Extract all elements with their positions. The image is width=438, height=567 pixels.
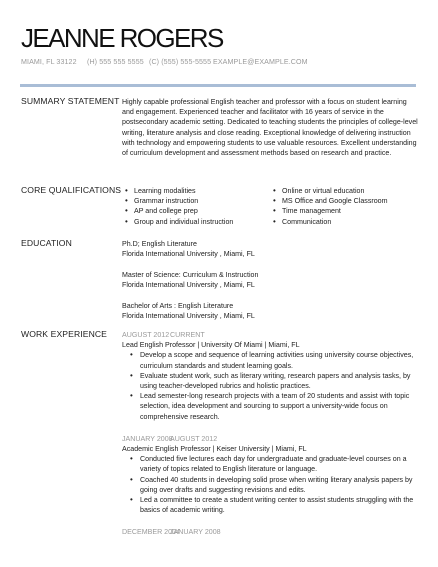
qualifications-column-1 [122, 186, 270, 227]
contact-city: MIAMI, FL 33122 [21, 58, 77, 66]
list-item: • Evaluate student work, such as literary writing, research papers and analysis tasks, by using teacher-developed rubrics and holistic practices. [122, 371, 418, 391]
list-item: • Communication [270, 217, 418, 227]
list-item: • Lead semester-long research projects with a team of 20 students and assist with topic selection, idea development and sourcing to support a university-wide focus on comprehensive research. [122, 391, 418, 422]
education-list [122, 239, 418, 331]
job-bullets [122, 350, 418, 421]
school: Florida International University , Miami, FL [122, 311, 255, 320]
education-item [122, 270, 418, 290]
job-dates [122, 330, 418, 340]
job-end-date: AUGUST 2012 [170, 434, 218, 443]
list-item: • Group and individual instruction [122, 217, 270, 227]
education-item [122, 239, 418, 259]
degree: Ph.D; English Literature [122, 240, 197, 248]
education-heading: EDUCATION [21, 238, 72, 248]
work-list [122, 330, 418, 550]
qualifications-heading: CORE QUALIFICATIONS [21, 185, 122, 195]
work-heading: WORK EXPERIENCE [21, 329, 108, 339]
job-entry [122, 527, 418, 537]
list-item: • Coached 40 students in developing solid prose when writing literary analysis papers by going over drafts and suggesting revisions and edits. [122, 475, 418, 495]
job-start-date: JANUARY 2008 [122, 434, 173, 443]
job-end-date: JANUARY 2008 [170, 528, 221, 537]
degree: Bachelor of Arts : English Literature [122, 301, 234, 310]
school: Florida International University , Miami, FL [122, 250, 255, 259]
job-start-date: DECEMBER 2004 [122, 528, 180, 537]
job-end-date: CURRENT [170, 331, 205, 339]
job-dates [122, 527, 418, 537]
degree: Master of Science: Curriculum & Instruction [122, 270, 259, 279]
contact-cell-phone: (C) (555) 555-5555 [149, 58, 212, 66]
contact-home-phone: (H) 555 555 5555 [87, 58, 144, 66]
job-title: Academic English Professor | Keiser University | Miami, FL [122, 444, 307, 453]
list-item: • Develop a scope and sequence of learning activities using university course objectives, curriculum standards and student learning goals. [122, 350, 418, 370]
qualifications-column-2 [270, 186, 418, 227]
education-item [122, 301, 418, 321]
qualifications-list [122, 186, 418, 227]
resume-name: JEANNE ROGERS [21, 23, 223, 53]
job-bullets [122, 454, 418, 515]
summary-heading: SUMMARY STATEMENT [21, 96, 120, 106]
list-item: • Online or virtual education [270, 186, 418, 196]
list-item: • Led a committee to create a student writing center to assist students struggling with the basics of academic writing. [122, 495, 418, 515]
school: Florida International University , Miami, FL [122, 280, 255, 289]
job-title: Lead English Professor | University Of Miami | Miami, FL [122, 341, 300, 350]
job-entry [122, 434, 418, 516]
contact-line [21, 58, 307, 68]
list-item: • MS Office and Google Classroom [270, 196, 418, 206]
contact-email: EXAMPLE@EXAMPLE.COM [213, 58, 308, 66]
list-item: • Grammar instruction [122, 196, 270, 206]
list-item: • Time management [270, 206, 418, 216]
list-item: • AP and college prep [122, 206, 270, 216]
list-item: • Conducted five lectures each day for undergraduate and graduate-level courses on a variety of topics related to English literature or language. [122, 454, 418, 474]
list-item: • Learning modalities [122, 186, 270, 196]
summary-text: Highly capable professional English teacher and professor with a focus on student learning and engagement. Experienced teacher and facilitator with 16 years of service in the postsecondary academic setting. Dedicated to teaching students the principles of college-level writing, literature analysis and close reading. Exceptional knowledge of delivering instruction with technology and empowering students to use valuable resources. Excellent understanding of curriculum development and assessment methods based on research and practice. [122, 98, 418, 158]
job-entry [122, 330, 418, 422]
header-divider [20, 84, 416, 87]
job-start-date: AUGUST 2012 [122, 331, 170, 339]
job-dates [122, 434, 418, 444]
